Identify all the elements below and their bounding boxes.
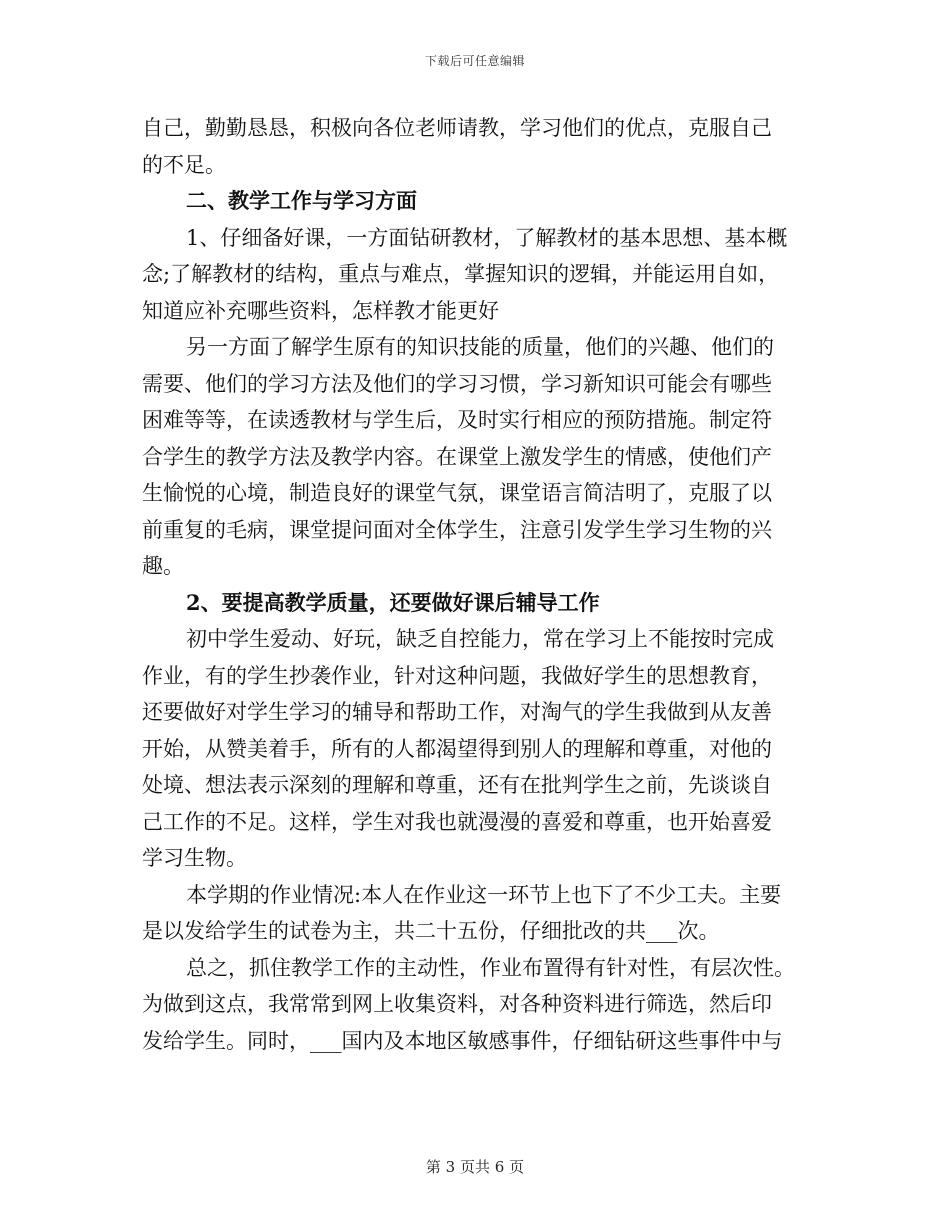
paragraph-line: 趣。 [142,554,184,578]
paragraph-line: 困难等等，在读透教材与学生后，及时实行相应的预防措施。制定符 [142,408,772,432]
paragraph-line: 的不足。 [142,152,226,177]
paragraph-line: 自己，勤勤恳恳，积极向各位老师请教，学习他们的优点，克服自己 [142,116,772,140]
paragraph-line: 还要做好对学生学习的辅导和帮助工作，对淘气的学生我做到从友善 [142,700,772,724]
paragraph-line: 合学生的教学方法及教学内容。在课堂上激发学生的情感，使他们产 [142,444,772,469]
paragraph-line: 开始，从赞美着手，所有的人都渴望得到别人的理解和尊重，对他的 [142,736,772,761]
paragraph-line: 本学期的作业情况:本人在作业这一环节上也下了不少工夫。主要 [186,882,782,907]
paragraph-line: 念;了解教材的结构，重点与难点，掌握知识的逻辑，并能运用自如， [142,262,780,286]
paragraph-line: 为做到这点，我常常到网上收集资料，对各种资料进行筛选，然后印 [142,992,772,1016]
paragraph-line: 己工作的不足。这样，学生对我也就漫漫的喜爱和尊重，也开始喜爱 [142,809,772,834]
paragraph-line: 总之，抓住教学工作的主动性，作业布置得有针对性，有层次性。 [186,955,795,980]
paragraph-line: 知道应补充哪些资料，怎样教才能更好 [142,298,499,323]
section-heading: 二、教学工作与学习方面 [186,188,417,213]
paragraph-line: 前重复的毛病，课堂提问面对全体学生，注意引发学生学习生物的兴 [142,517,772,542]
paragraph-line: 初中学生爱动、好玩，缺乏自控能力，常在学习上不能按时完成 [186,627,774,651]
paragraph-line: 发给学生。同时，___国内及本地区敏感事件，仔细钻研这些事件中与 [142,1028,783,1053]
document-body [142,110,808,1059]
paragraph-line: 需要、他们的学习方法及他们的学习习惯，学习新知识可能会有哪些 [142,371,772,396]
paragraph-line: 学习生物。 [142,846,247,870]
paragraph-line: 另一方面了解学生原有的知识技能的质量，他们的兴趣、他们的 [186,335,774,359]
paragraph-line: 处境、想法表示深刻的理解和尊重，还有在批判学生之前，先谈谈自 [142,773,772,797]
subsection-heading: 2、要提高教学质量，还要做好课后辅导工作 [186,589,600,615]
page-footer: 第 3 页共 6 页 [425,1158,525,1176]
paragraph-line: 是以发给学生的试卷为主，共二十五份，仔细批改的共___次。 [142,919,720,943]
paragraph-line: 1、仔细备好课，一方面钻研教材，了解教材的基本思想、基本概 [186,225,788,250]
paragraph-line: 作业，有的学生抄袭作业，针对这种问题，我做好学生的思想教育， [142,663,772,688]
paragraph-line: 生愉悦的心境，制造良好的课堂气氛，课堂语言简洁明了，克服了以 [142,481,772,505]
page-header: 下载后可任意编辑 [424,54,525,68]
